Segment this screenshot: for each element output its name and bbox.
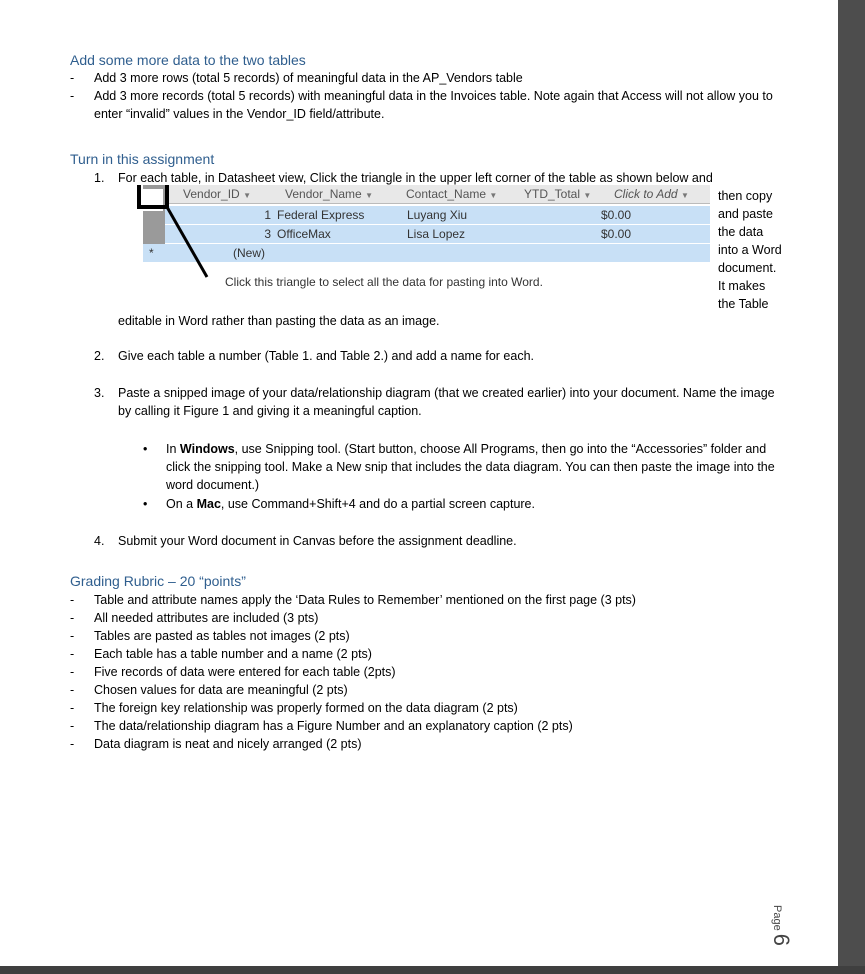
new-record-label: (New) bbox=[233, 246, 265, 260]
cell-ytd-total[interactable]: $0.00 bbox=[600, 208, 631, 222]
side-text-line: the data bbox=[718, 225, 764, 239]
cell-vendor-id[interactable]: 1 bbox=[264, 208, 271, 222]
bullet-bold-text: Windows bbox=[179, 442, 235, 456]
dropdown-arrow-icon[interactable]: ▼ bbox=[243, 191, 251, 200]
cell-vendor-name[interactable]: Federal Express bbox=[277, 208, 365, 222]
table-row[interactable] bbox=[165, 225, 710, 243]
page-number-value: 6 bbox=[769, 933, 794, 947]
viewer-background-bottom bbox=[0, 966, 865, 974]
side-text-line: It makes bbox=[718, 279, 766, 293]
item-number: 1. bbox=[94, 171, 105, 185]
column-header-contact-name: Contact_Name ▼ bbox=[406, 187, 498, 201]
column-header-click-to-add: Click to Add ▼ bbox=[614, 187, 689, 201]
bullet-text: On a bbox=[166, 497, 197, 511]
bullet-item-mac bbox=[143, 495, 793, 513]
side-text-line: and paste bbox=[718, 207, 773, 221]
table-row[interactable] bbox=[165, 206, 710, 224]
rubric-list bbox=[70, 591, 800, 753]
side-text-line: the Table bbox=[718, 297, 769, 311]
add-data-list bbox=[70, 69, 800, 123]
column-header-vendor-id: Vendor_ID ▼ bbox=[183, 187, 251, 201]
column-header-ytd-total: YTD_Total ▼ bbox=[524, 187, 592, 201]
cell-ytd-total[interactable]: $0.00 bbox=[600, 227, 631, 241]
list-item: - The foreign key relationship was properly formed on the data diagram (2 pts) bbox=[70, 699, 800, 717]
new-record-marker: * bbox=[149, 246, 154, 260]
item-text: Give each table a number (Table 1. and Table 2.) and add a name for each. bbox=[118, 349, 535, 363]
side-text-line: into a Word bbox=[718, 243, 782, 257]
dropdown-arrow-icon[interactable]: ▼ bbox=[489, 191, 498, 200]
item-text: Paste a snipped image of your data/relationship diagram (that we created earlier) into your document. Name the image by calling it Figure 1 and giving it a meaningful caption. bbox=[118, 386, 775, 418]
section-heading-rubric: Grading Rubric – 20 “points” bbox=[70, 573, 246, 589]
item-text: Submit your Word document in Canvas before the assignment deadline. bbox=[118, 534, 517, 548]
list-item: - The data/relationship diagram has a Figure Number and an explanatory caption (2 pts) bbox=[70, 717, 800, 735]
section-heading-turn-in: Turn in this assignment bbox=[70, 151, 215, 167]
bullet-text: In bbox=[166, 442, 180, 456]
dropdown-arrow-icon[interactable]: ▼ bbox=[365, 191, 373, 200]
list-item: - Data diagram is neat and nicely arranged (2 pts) bbox=[70, 735, 800, 753]
item-number: 3. bbox=[94, 386, 105, 400]
item-text: For each table, in Datasheet view, Click the triangle in the upper left corner of the table as shown below and bbox=[118, 171, 713, 185]
side-text-line: document. bbox=[718, 261, 777, 275]
dropdown-arrow-icon[interactable]: ▼ bbox=[680, 191, 689, 200]
dropdown-arrow-icon[interactable]: ▼ bbox=[583, 191, 592, 200]
numbered-item-3 bbox=[94, 384, 784, 420]
viewer-background-right bbox=[838, 0, 865, 974]
list-item: - Add 3 more records (total 5 records) with meaningful data in the Invoices table. Note again that Access will not allow you to enter “invalid” values in the Vendor_ID field/attribute. bbox=[70, 87, 800, 123]
datasheet-caption: Click this triangle to select all the data for pasting into Word. bbox=[225, 275, 543, 289]
list-item: - Table and attribute names apply the ‘Data Rules to Remember’ mentioned on the first page (3 pts) bbox=[70, 591, 800, 609]
bullet-item-windows bbox=[143, 440, 793, 494]
bullet-icon: • bbox=[143, 442, 148, 456]
section-heading-add-data: Add some more data to the two tables bbox=[70, 52, 306, 68]
item-number: 4. bbox=[94, 534, 105, 548]
item1-side-text bbox=[718, 187, 808, 313]
cell-vendor-id[interactable]: 3 bbox=[264, 227, 271, 241]
list-item: - Each table has a table number and a name (2 pts) bbox=[70, 645, 800, 663]
item1-end-text: editable in Word rather than pasting the data as an image. bbox=[118, 314, 440, 328]
bullet-icon: • bbox=[143, 497, 148, 511]
cell-contact-name[interactable]: Lisa Lopez bbox=[407, 227, 466, 241]
column-header-vendor-name: Vendor_Name ▼ bbox=[285, 187, 373, 201]
item-number: 2. bbox=[94, 349, 105, 363]
list-item: - Five records of data were entered for each table (2pts) bbox=[70, 663, 800, 681]
numbered-item-2 bbox=[94, 347, 794, 365]
bullet-text: , use Command+Shift+4 and do a partial screen capture. bbox=[220, 497, 535, 511]
page-number bbox=[768, 905, 794, 947]
list-item: - Add 3 more rows (total 5 records) of meaningful data in the AP_Vendors table bbox=[70, 69, 800, 87]
list-item: - Tables are pasted as tables not images (2 pts) bbox=[70, 627, 800, 645]
datasheet-screenshot bbox=[133, 185, 710, 296]
list-item: - All needed attributes are included (3 pts) bbox=[70, 609, 800, 627]
numbered-item-4 bbox=[94, 532, 794, 550]
cell-contact-name[interactable]: Luyang Xiu bbox=[407, 208, 468, 222]
bullet-bold-text: Mac bbox=[196, 497, 221, 511]
annotation-pointer-icon bbox=[133, 181, 233, 281]
list-item: - Chosen values for data are meaningful (2 pts) bbox=[70, 681, 800, 699]
bullet-text: , use Snipping tool. (Start button, choose All Programs, then go into the “Accessories” folder and click the snipping tool. Make a New snip that includes the data diagram. You can then paste the image into the word document.) bbox=[166, 442, 775, 492]
side-text-line: then copy bbox=[718, 189, 773, 203]
cell-vendor-name[interactable]: OfficeMax bbox=[277, 227, 331, 241]
page-label: Page bbox=[771, 905, 783, 931]
